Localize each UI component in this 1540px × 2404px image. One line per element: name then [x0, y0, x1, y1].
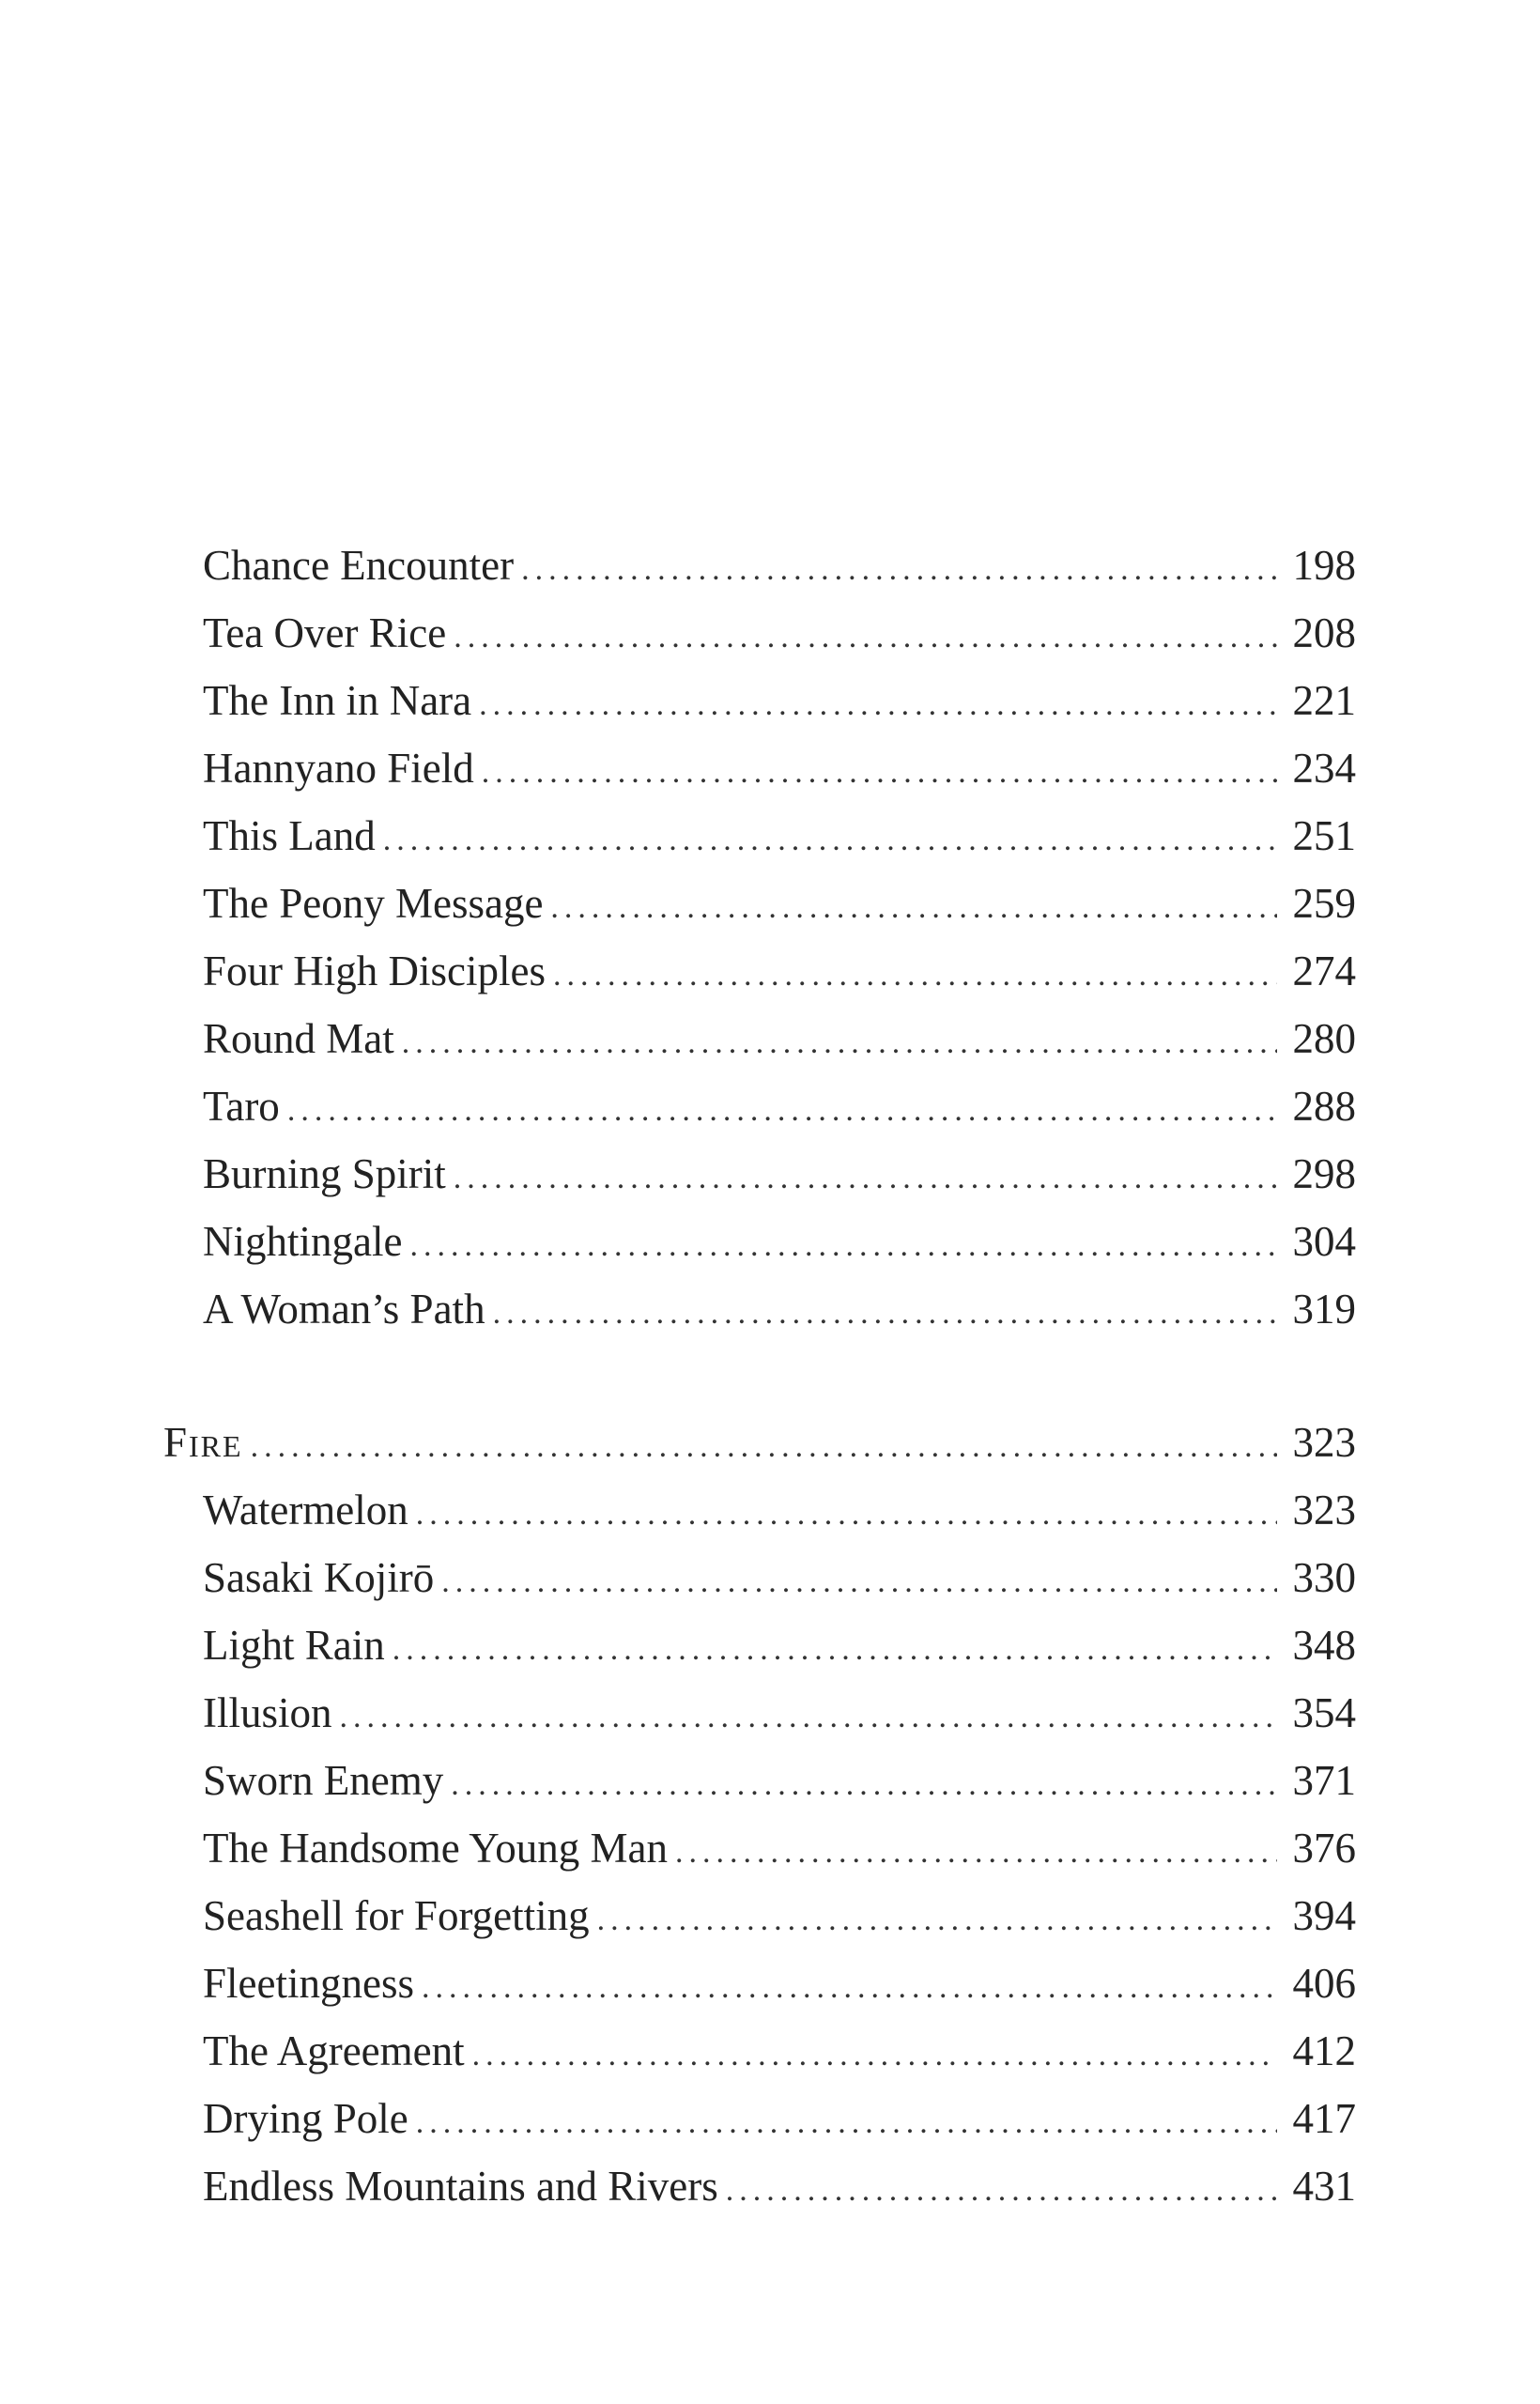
entry-page-number: 198	[1292, 542, 1356, 589]
dot-leader	[550, 880, 1277, 936]
entry-title: Fleetingness	[203, 1960, 414, 2007]
dot-leader	[383, 812, 1277, 869]
entry-page-number: 348	[1292, 1622, 1356, 1669]
entry-page-number: 394	[1292, 1892, 1356, 1939]
entry-title: Drying Pole	[203, 2095, 408, 2142]
dot-leader	[482, 745, 1277, 801]
dot-leader	[493, 1286, 1277, 1342]
toc-entry	[203, 1078, 1356, 1134]
toc-entry	[203, 740, 1356, 796]
entry-page-number: 259	[1292, 880, 1356, 927]
toc-entry	[203, 1752, 1356, 1809]
entry-page-number: 288	[1292, 1083, 1356, 1130]
entry-title: Four High Disciples	[203, 948, 546, 994]
toc-entry	[203, 2090, 1356, 2147]
dot-leader	[393, 1622, 1277, 1678]
entry-page-number: 323	[1292, 1487, 1356, 1533]
dot-leader	[675, 1825, 1277, 1881]
entry-page-number: 371	[1292, 1757, 1356, 1804]
entry-title: Hannyano Field	[203, 745, 474, 792]
toc-entry	[203, 943, 1356, 999]
entry-title: The Handsome Young Man	[203, 1825, 668, 1872]
entry-page-number: 208	[1292, 609, 1356, 656]
entry-title: Sworn Enemy	[203, 1757, 444, 1804]
toc-entry	[203, 672, 1356, 729]
toc-entry	[203, 1281, 1356, 1337]
entry-title: Watermelon	[203, 1487, 408, 1533]
toc-entry	[203, 605, 1356, 661]
toc-entry	[203, 537, 1356, 593]
dot-leader	[521, 542, 1277, 598]
dot-leader	[422, 1960, 1277, 2016]
entry-title: Round Mat	[203, 1015, 394, 1062]
entry-page-number: 412	[1292, 2027, 1356, 2074]
entry-page-number: 376	[1292, 1825, 1356, 1872]
toc-entry	[203, 1617, 1356, 1673]
toc-entry	[203, 1955, 1356, 2011]
entry-title: Seashell for Forgetting	[203, 1892, 590, 1939]
section-title: Fire	[163, 1419, 243, 1466]
dot-leader	[251, 1419, 1277, 1475]
entry-title: Endless Mountains and Rivers	[203, 2163, 718, 2210]
entry-title: Sasaki Kojirō	[203, 1554, 435, 1601]
entry-title: The Agreement	[203, 2027, 465, 2074]
entry-page-number: 330	[1292, 1554, 1356, 1601]
toc-entry	[203, 1820, 1356, 1876]
toc-entry	[203, 1482, 1356, 1538]
toc-entry	[203, 1146, 1356, 1202]
dot-leader	[451, 1757, 1277, 1813]
dot-leader	[726, 2163, 1277, 2219]
entry-page-number: 431	[1292, 2163, 1356, 2210]
entry-title: The Inn in Nara	[203, 677, 472, 724]
entry-title: Light Rain	[203, 1622, 385, 1669]
dot-leader	[416, 2095, 1277, 2151]
entry-page-number: 298	[1292, 1150, 1356, 1197]
entry-page-number: 354	[1292, 1689, 1356, 1736]
dot-leader	[409, 1218, 1277, 1274]
toc-entry	[203, 875, 1356, 932]
entry-page-number: 234	[1292, 745, 1356, 792]
entry-page-number: 417	[1292, 2095, 1356, 2142]
entry-title: Illusion	[203, 1689, 332, 1736]
dot-leader	[597, 1892, 1277, 1949]
dot-leader	[441, 1554, 1277, 1610]
dot-leader	[553, 948, 1277, 1004]
toc-entry	[203, 1010, 1356, 1067]
dot-leader	[454, 609, 1277, 666]
dot-leader	[479, 677, 1277, 733]
entry-page-number: 274	[1292, 948, 1356, 994]
toc-entry	[203, 2023, 1356, 2079]
toc-entry	[203, 1549, 1356, 1606]
toc-entry	[203, 1685, 1356, 1741]
toc-section-heading	[163, 1414, 1356, 1471]
entry-title: This Land	[203, 812, 376, 859]
entry-page-number: 221	[1292, 677, 1356, 724]
dot-leader	[287, 1083, 1277, 1139]
toc-entry	[203, 1213, 1356, 1270]
entry-title: Burning Spirit	[203, 1150, 446, 1197]
toc-entry	[203, 1888, 1356, 1944]
entry-page-number: 319	[1292, 1286, 1356, 1333]
entry-title: Taro	[203, 1083, 280, 1130]
dot-leader	[454, 1150, 1277, 1207]
toc-entry	[203, 2158, 1356, 2214]
dot-leader	[340, 1689, 1277, 1746]
entry-title: Tea Over Rice	[203, 609, 447, 656]
entry-page-number: 304	[1292, 1218, 1356, 1265]
dot-leader	[402, 1015, 1277, 1071]
entry-title: The Peony Message	[203, 880, 544, 927]
entry-page-number: 406	[1292, 1960, 1356, 2007]
toc-entry	[203, 808, 1356, 864]
entry-page-number: 280	[1292, 1015, 1356, 1062]
section-page-number: 323	[1292, 1419, 1356, 1466]
dot-leader	[416, 1487, 1277, 1543]
entry-title: A Woman’s Path	[203, 1286, 485, 1333]
entry-title: Chance Encounter	[203, 542, 515, 589]
entry-page-number: 251	[1292, 812, 1356, 859]
dot-leader	[472, 2027, 1277, 2084]
entry-title: Nightingale	[203, 1218, 403, 1265]
